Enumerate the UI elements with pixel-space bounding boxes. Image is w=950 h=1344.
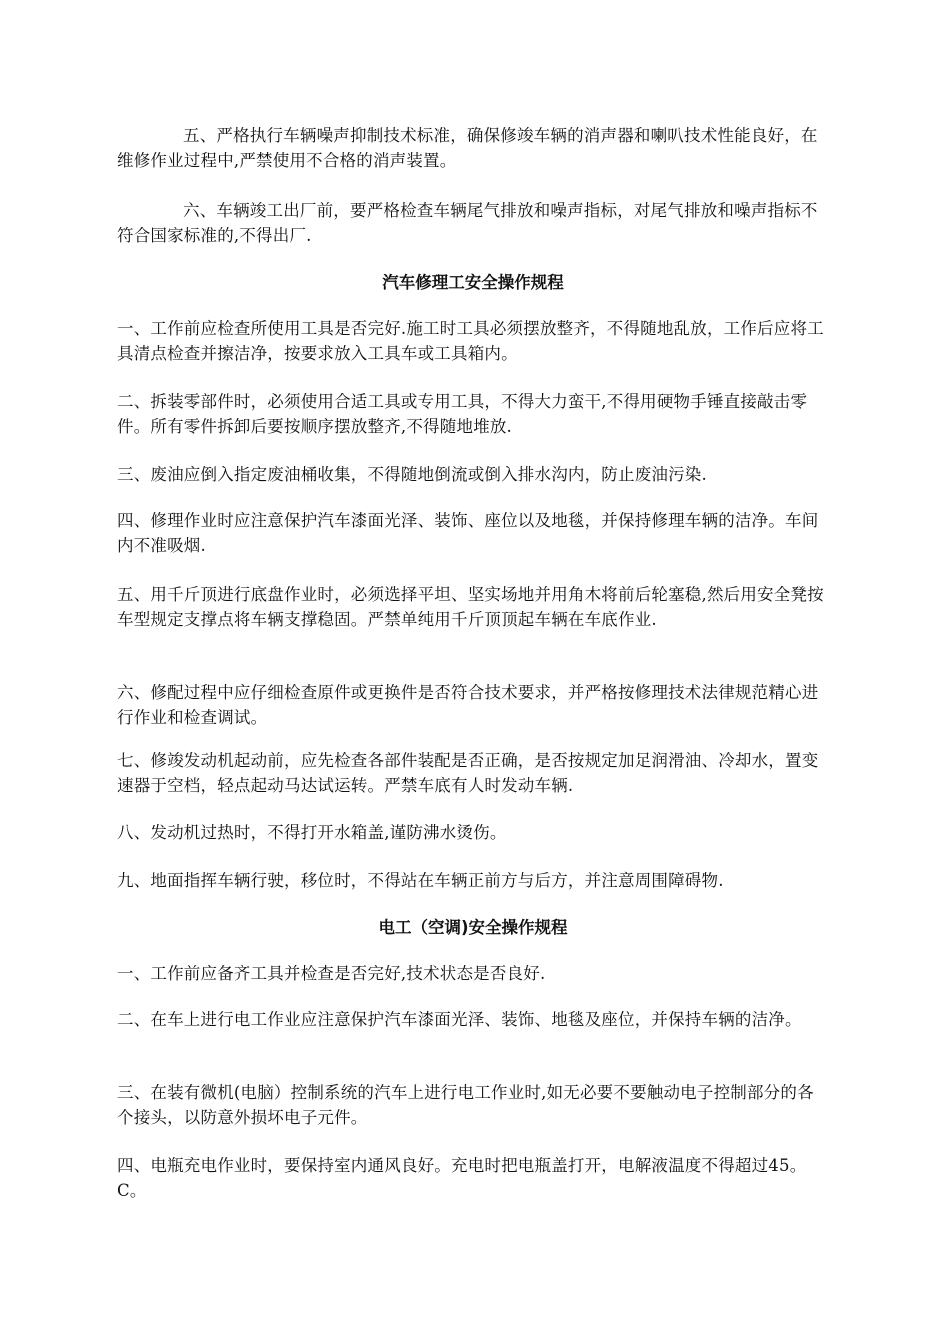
electric-item-4: 四、电瓶充电作业时，要保持室内通风良好。充电时把电瓶盖打开，电解液温度不得超过45。C。 [117,1156,807,1200]
repair-item-9: 九、地面指挥车辆行驶，移位时，不得站在车辆正前方与后方，并注意周围障碍物. [117,871,724,890]
repair-item-8: 八、发动机过热时，不得打开水箱盖,谨防沸水烫伤。 [117,823,507,842]
electric-item-1: 一、工作前应备齐工具并检查是否完好,技术状态是否良好. [117,964,546,983]
repair-section-title: 汽车修理工安全操作规程 [382,273,564,292]
repair-item-3: 三、废油应倒入指定废油桶收集，不得随地倒流或倒入排水沟内，防止废油污染. [117,465,707,484]
electric-item-3: 三、在装有微机(电脑）控制系统的汽车上进行电工作业时,如无必要不要触动电子控制部分的各个接头，以防意外损坏电子元件。 [117,1083,814,1127]
repair-item-2: 二、拆装零部件时，必须使用合适工具或专用工具，不得大力蛮干,不得用硬物手锤直接敲击零件。所有零件拆卸后要按顺序摆放整齐,不得随地堆放. [117,392,808,436]
repair-item-6: 六、修配过程中应仔细检查原件或更换件是否符合技术要求，并严格按修理技术法律规范精心进行作业和检查调试。 [117,683,819,727]
repair-item-7: 七、修竣发动机起动前，应先检查各部件装配是否正确，是否按规定加足润滑油、冷却水，置变速器于空档，轻点起动马达试运转。严禁车底有人时发动车辆. [117,751,819,795]
repair-item-1: 一、工作前应检查所使用工具是否完好.施工时工具必须摆放整齐，不得随地乱放，工作后应将工具清点检查并擦洁净，按要求放入工具车或工具箱内。 [117,319,824,363]
env-item-6: 六、车辆竣工出厂前，要严格检查车辆尾气排放和噪声指标，对尾气排放和噪声指标不符合国家标准的,不得出厂. [117,201,818,245]
repair-item-4: 四、修理作业时应注意保护汽车漆面光泽、装饰、座位以及地毯，并保持修理车辆的洁净。车间内不准吸烟. [117,511,819,555]
env-item-5: 五、严格执行车辆噪声抑制技术标准，确保修竣车辆的消声器和喇叭技术性能良好，在维修作业过程中,严禁使用不合格的消声装置。 [117,126,818,170]
electric-section-title: 电工（空调)安全操作规程 [378,918,568,937]
repair-item-5: 五、用千斤顶进行底盘作业时，必须选择平坦、坚实场地并用角木将前后轮塞稳,然后用安全凳按车型规定支撑点将车辆支撑稳固。严禁单纯用千斤顶顶起车辆在车底作业. [117,585,824,629]
electric-item-2: 二、在车上进行电工作业应注意保护汽车漆面光泽、装饰、地毯及座位，并保持车辆的洁净。 [117,1010,802,1029]
